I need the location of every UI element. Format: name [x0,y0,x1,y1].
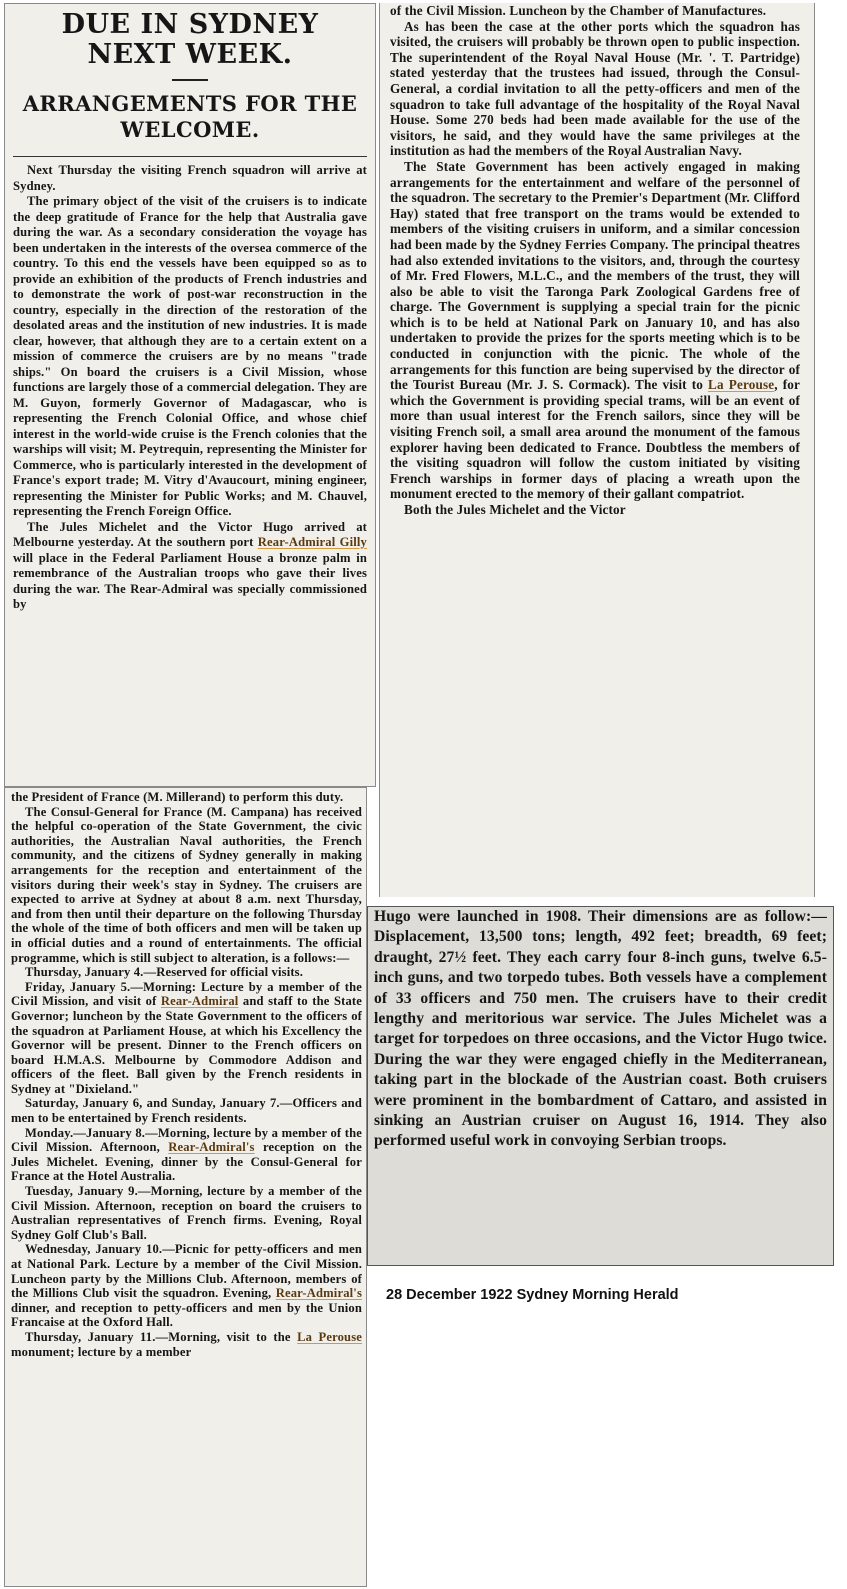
highlighted-term: Rear-Admiral [160,994,239,1009]
article-paragraph: As has been the case at the other ports which the squadron has visited, the cruisers will probably be thrown open to public inspection. The superintendent of the Royal Naval House (Mr. '. T. Partridge) stated yesterday that the trustees had issued, through the Consul-General, a cordial invitation to all the petty-officers and men of the squadron to take full advantage of the hospitality of the Royal Naval House. Some 270 beds had been made available for the use of the visitors, he said, and they would have the same privileges at the institution as had the members of the Royal Australian Navy. [390,18,800,159]
column-1-text [13,163,367,613]
highlighted-term: Rear-Admiral's [275,1286,362,1301]
highlighted-term: La Perouse [297,1329,362,1344]
paragraph-text: Wednesday, January 10.—Picnic for petty-officers and men at National Park. Lecture by a member of the Civil Mission. Luncheon party by the Millions Club. Afternoon, members of the Millions Club visit the squadron. Evening, [11,1242,362,1301]
article-paragraph: Thursday, January 4.—Reserved for official visits. [25,965,304,980]
column-3-text [11,790,362,1359]
headline: DUE IN SYDNEY NEXT WEEK. [61,9,319,70]
paragraph-text: Friday, January 5.—Morning: Lecture by a member of the Civil Mission, and visit of [11,979,362,1009]
article-paragraph [390,159,800,502]
clipping-column-4 [367,906,834,1266]
paragraph-text: Thursday, January 11.—Morning, visit to the [25,1329,298,1344]
paragraph-text: The State Government has been actively engaged in making arrangements for the entertainment and welfare of the personnel of the squadron. The secretary to the Premier's Department (Mr. Clifford Hay) stated that free transport on the trams would be extended to members of the visiting cruisers in uniform, and a similar concession had been made by the Sydney Ferries Company. The principal theatres had also extended invitations to the visitors, and, through the courtesy of Mr. Fred Flowers, M.L.C., and the members of the trust, they will also be able to visit the Taronga Park Zoological Gardens free of charge. The Government is supplying a special train for the picnic which is to be held at National Park on January 10, and has also undertaken to provide the prizes for the sports meeting which is to be conducted in conjunction with the picnic. The whole of the arrangements for this function are being supervised by the director of the Tourist Bureau (Mr. J. S. Cormack). The visit to [390,158,800,393]
highlighted-term: La Perouse [708,377,775,393]
headline-rule [172,79,208,81]
paragraph-text: monument; lecture by a member [11,1344,192,1359]
clipping-column-1 [4,3,376,787]
article-paragraph: Both the Jules Michelet and the Victor [404,502,626,517]
article-paragraph: of the Civil Mission. Luncheon by the Chamber of Manufactures. [390,3,767,18]
subheadline: ARRANGEMENTS FOR THE WELCOME. [22,91,358,142]
paragraph-text: Monday.—January 8.—Morning, lecture by a member of the Civil Mission. Afternoon, [11,1125,362,1155]
column-2-text [390,3,800,518]
section-divider [13,156,367,157]
article-paragraph [11,1242,362,1330]
article-paragraph [11,1330,362,1359]
paragraph-text: , for which the Government is providing special trams, will be an event of more than usual interest for the French sailors, since they will be visiting French soil, a small area around the monument of the famous explorer having been dedicated to France. Doubtless the members of the visiting squadron will follow the custom initiated by visiting French warships in former days of placing a wreath upon the monument erected to the memory of their gallant compatriot. [390,377,800,502]
paragraph-text: will place in the Federal Parliament House a bronze palm in remembrance of the Australian troops who gave their lives during the war. The Rear-Admiral was specially commissioned by [13,550,367,611]
article-paragraph: Next Thursday the visiting French squadron will arrive at Sydney. [13,163,367,193]
highlighted-term: Rear-Admiral's [168,1140,255,1155]
article-paragraph [13,520,367,613]
paragraph-text: The Jules Michelet and the Victor Hugo arrived at Melbourne yesterday. At the southern port [13,519,367,549]
paragraph-text: and staff to the State Governor; luncheon by the State Government to the officers of the squadron at Parliament House, at which his Excellency the Governor will be present. Dinner to the French officers on board H.M.A.S. Melbourne by Commodore Addison and officers of the fleet. Ball given by the French residents in Sydney at "Dixieland." [11,994,362,1096]
paragraph-text: reception on the Jules Michelet. Evening, dinner by the Consul-General for France at the Hotel Australia. [11,1140,362,1184]
clipping-column-2 [379,3,815,897]
article-paragraph: Tuesday, January 9.—Morning, lecture by a member of the Civil Mission. Afternoon, reception on board the cruisers to Australian representatives of French firms. Evening, Royal Sydney Golf Club's Ball. [11,1184,362,1242]
article-paragraph [11,1126,362,1184]
article-paragraph: Saturday, January 6, and Sunday, January 7.—Officers and men to be entertained by French residents. [11,1096,362,1126]
article-paragraph: The primary object of the visit of the cruisers is to indicate the deep gratitude of France for the help that Australia gave during the war. As a secondary consideration the voyage has been undertaken in the interests of the oversea commerce of the country. To this end the vessels have been equipped so as to provide an exhibition of the products of French industries and to demonstrate the work of post-war reconstruction in the country, especially in the direction of the restoration of the desolated areas and the institution of new industries. It is made clear, however, that although they are to a certain extent on a mission of commerce the cruisers are by no means "trade ships." On board the cruisers is a Civil Mission, whose functions are largely those of a commercial delegation. They are M. Guyon, formerly Governor of Madagascar, who is representing the French Colonial Office, and whose chief interest in the world-wide cruise is the French colonies that the warships will visit; M. Peytrequin, representing the Minister for Commerce, who is particularly interested in the development of France's export trade; M. Vitry d'Avaucourt, mining engineer, representing the Minister for Public Works; and M. Chauvel, representing the French Foreign Office. [13,194,367,518]
highlighted-term: Rear-Admiral Gilly [257,535,367,549]
article-paragraph: Hugo were launched in 1908. Their dimensions are as follow:—Displacement, 13,500 tons; length, 492 feet; breadth, 69 feet; draught, 27½ feet. They each carry four 8-inch guns, twelve 6.5-inch guns, and two torpedo tubes. Both vessels have a complement of 33 officers and 750 men. The cruisers have to their credit lengthy and meritorious war service. The Jules Michelet was a target for torpedoes on three occasions, and the Victor Hugo twice. During the war they were engaged chiefly in the Mediterranean, taking part in the blockade of the Austrian coast. Both cruisers were prominent in the bombardment of Cattaro, and assisted in sinking an Austrian cruiser on August 16, 1914. They also performed useful work in convoying Serbian troops. [374,908,827,1150]
article-paragraph: The Consul-General for France (M. Campana) has received the helpful co-operation of the State Government, the civic authorities, the Australian Naval authorities, the French community, and the citizens of Sydney generally in making arrangements for the reception and entertainment of the visitors during their week's stay in Sydney. The cruisers are expected to arrive at Sydney at about 8 a.m. next Thursday, and from then until their departure on the following Thursday the whole of the time of both officers and men will be taken up in official duties and a round of entertainments. The official programme, which is still subject to alteration, is a follows:— [11,804,362,965]
clipping-column-3 [4,787,367,1587]
caption: 28 December 1922 Sydney Morning Herald [386,1287,679,1303]
column-4-text [374,907,827,1152]
paragraph-text: dinner, and reception to petty-officers and men by the Union Francaise at the Oxford Hall. [11,1300,362,1330]
article-paragraph: the President of France (M. Millerand) to perform this duty. [11,790,344,804]
article-paragraph [11,980,362,1097]
